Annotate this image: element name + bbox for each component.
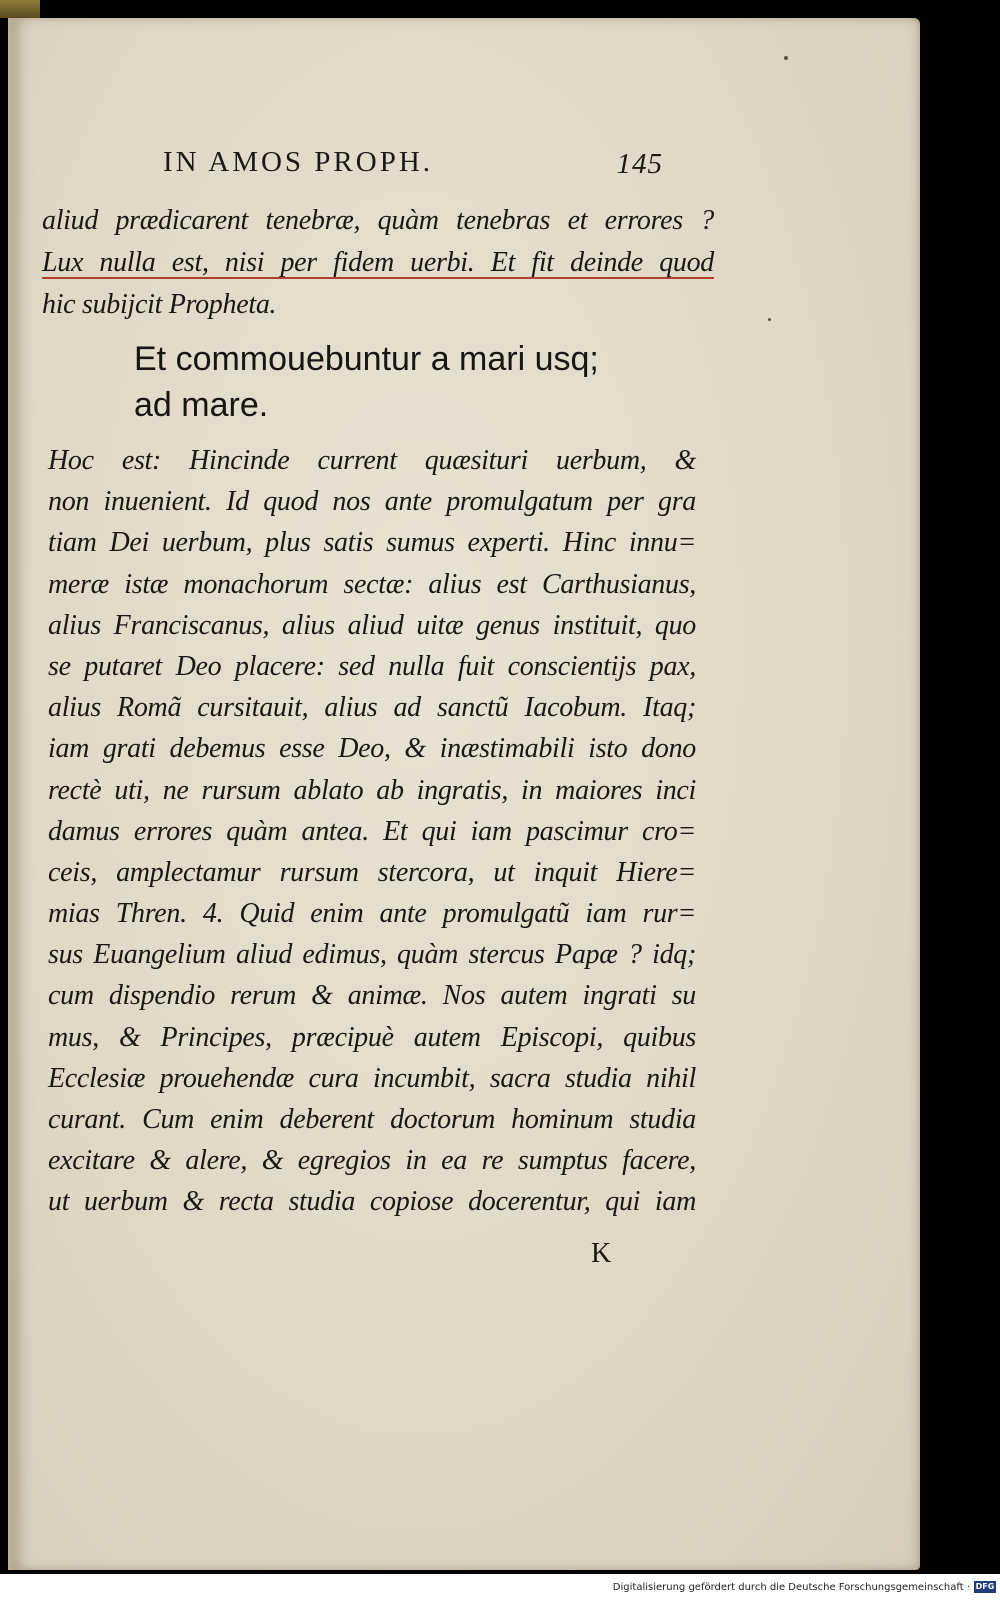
text-line: Hoc est: Hincinde current quæsituri uerbum, & <box>48 445 696 476</box>
text-line: damus errores quàm antea. Et qui iam pascimur cro= <box>48 815 696 847</box>
text-line: alius Romã cursitauit, alius ad sanctũ Iacobum. Itaq; <box>48 692 696 724</box>
dfg-logo: DFG <box>975 1582 995 1591</box>
running-head <box>163 146 663 179</box>
digitization-footer <box>0 1574 1000 1602</box>
text-line: se putaret Deo placere: sed nulla fuit conscientijs pax, <box>48 650 696 682</box>
heading-line: ad mare. <box>134 386 269 424</box>
text-line: meræ istæ monachorum sectæ: alius est Carthusianus, <box>48 568 696 600</box>
signature-mark: K <box>591 1238 612 1269</box>
paper-speck <box>784 56 788 60</box>
text-line-underlined: Lux nulla est, nisi per fidem uerbi. Et fit deinde quod <box>42 247 714 278</box>
running-head-title: IN AMOS PROPH. <box>163 146 434 178</box>
text-line: mus, & Principes, præcipuè autem Episcopi, quibus <box>48 1021 696 1053</box>
text-line: alius Franciscanus, alius aliud uitæ genus instituit, quo <box>48 609 696 641</box>
text-line: ut uerbum & recta studia copiose docerentur, qui iam <box>48 1186 696 1218</box>
text-line: tiam Dei uerbum, plus satis sumus experti. Hinc innu= <box>48 527 696 559</box>
heading-line: Et commouebuntur a mari usq; <box>134 340 599 378</box>
paper-speck <box>768 318 771 321</box>
text-line: sus Euangelium aliud edimus, quàm stercus Papæ ? idq; <box>48 939 696 971</box>
text-line: mias Thren. 4. Quid enim ante promulgatũ iam rur= <box>48 898 696 930</box>
book-page <box>8 18 920 1570</box>
text-line: iam grati debemus esse Deo, & inæstimabili isto dono <box>48 733 696 765</box>
text-line: excitare & alere, & egregios in ea re sumptus facere, <box>48 1145 696 1177</box>
text-line: hic subijcit Propheta. <box>42 289 277 320</box>
page-number: 145 <box>616 148 663 180</box>
text-line: rectè uti, ne rursum ablato ab ingratis, in maiores inci <box>48 774 696 806</box>
intro-paragraph <box>42 200 714 326</box>
commentary-paragraph <box>48 440 696 1223</box>
text-line: Ecclesiæ prouehendæ cura incumbit, sacra studia nihil <box>48 1062 696 1094</box>
verse-heading <box>134 336 704 428</box>
text-line: curant. Cum enim deberent doctorum hominum studia <box>48 1104 696 1135</box>
text-line: aliud prædicarent tenebræ, quàm tenebras et errores ? <box>42 205 714 236</box>
funding-credit: Digitalisierung gefördert durch die Deutsche Forschungsgemeinschaft · <box>612 1582 970 1593</box>
text-line: non inuenient. Id quod nos ante promulgatum per gra <box>48 486 696 518</box>
binding-edge <box>0 0 40 18</box>
text-line: cum dispendio rerum & animæ. Nos autem ingrati su <box>48 980 696 1012</box>
page-gutter-shadow <box>8 18 22 1570</box>
text-line: ceis, amplectamur rursum stercora, ut inquit Hiere= <box>48 856 696 888</box>
